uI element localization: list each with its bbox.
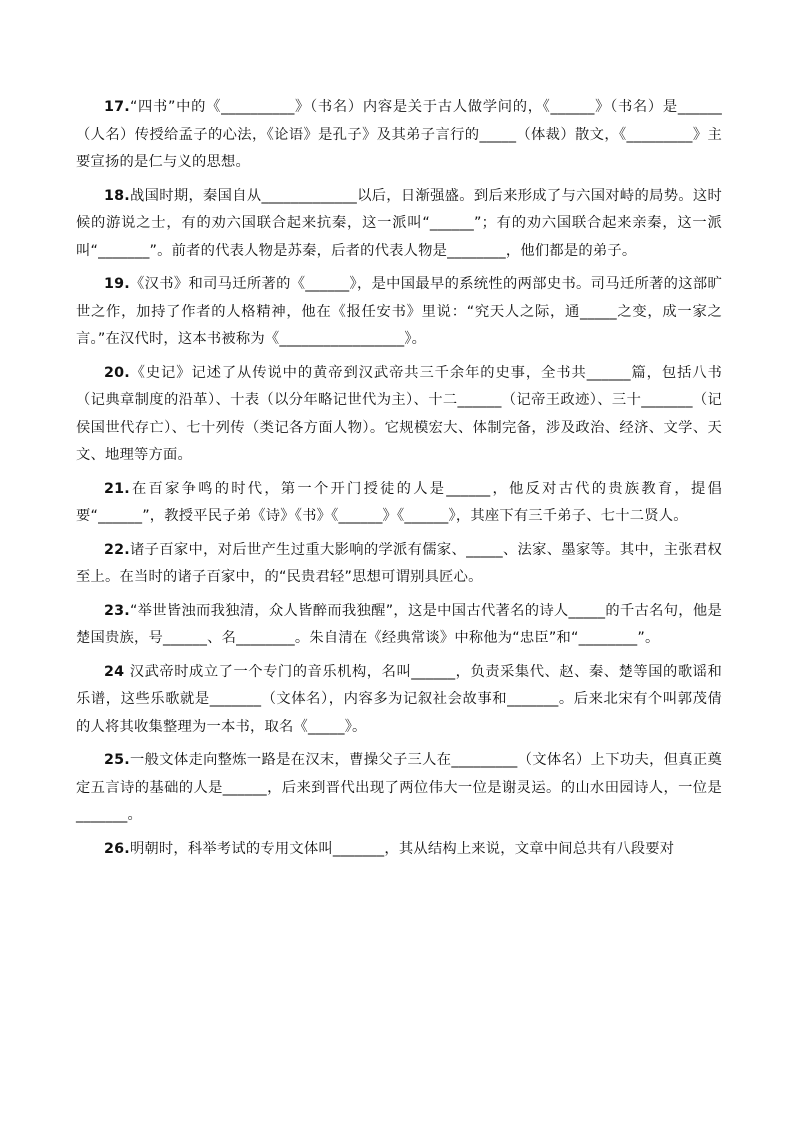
question-25	[76, 747, 722, 830]
question-text: “举世皆浊而我独清，众人皆醉而我独醒”，这是中国古代著名的诗人_____的千古名句，他是楚国贵族，号______、名________。朱自清在《经典常谈》中称他为“忠臣”和“________”。	[76, 602, 722, 646]
question-23	[76, 598, 722, 653]
question-21	[76, 476, 722, 531]
document-page	[76, 94, 722, 869]
question-text: 《史记》记述了从传说中的黄帝到汉武帝共三千余年的史事，全书共______篇，包括八书（记典章制度的沿革）、十表（以分年略记世代为主）、十二______（记帝王政迹）、三十_______（记侯国世代存亡）、七十列传（类记各方面人物）。它规模宏大、体制完备，涉及政治、经济、文学、天文、地理等方面。	[76, 364, 722, 463]
question-text: “四书”中的《__________》（书名）内容是关于古人做学问的，《______》（书名）是______（人名）传授给孟子的心法，《论语》是孔子》及其弟子言行的_____（体裁）散文，《_________》主要宣扬的是仁与义的思想。	[76, 99, 722, 170]
question-17	[76, 94, 722, 177]
question-number: 20.	[104, 364, 130, 381]
question-number: 25.	[104, 752, 130, 768]
question-text: 在百家争鸣的时代，第一个开门授徒的人是______，他反对古代的贵族教育，提倡要“______”，教授平民子弟《诗》《书》《______》《______》，其座下有三千弟子、七十二贤人。	[76, 480, 722, 524]
question-24	[76, 659, 722, 742]
question-18	[76, 183, 722, 266]
question-26	[76, 836, 722, 864]
question-text: 汉武帝时成立了一个专门的音乐机构，名叫______，负责采集代、赵、秦、楚等国的歌谣和乐谱，这些乐歌就是_______（文体名），内容多为记叙社会故事和_______。后来北宋有个叫郭茂倩的人将其收集整理为一本书，取名《_____》。	[76, 663, 722, 735]
question-number: 22.	[104, 541, 130, 558]
question-text: 诸子百家中，对后世产生过重大影响的学派有儒家、_____、法家、墨家等。其中，主张君权至上。在当时的诸子百家中，的“民贵君轻”思想可谓别具匠心。	[76, 541, 722, 585]
question-22	[76, 537, 722, 592]
question-text: 明朝时，科举考试的专用文体叫_______，其从结构上来说，文章中间总共有八段要对	[129, 840, 675, 857]
question-number: 19.	[104, 276, 130, 292]
question-text: 战国时期，秦国自从_____________以后，日渐强盛。到后来形成了与六国对峙的局势。这时候的游说之士，有的劝六国联合起来抗秦，这一派叫“______”；有的劝六国联合起来亲秦，这一派叫“_______”。前者的代表人物是苏秦，后者的代表人物是________，他们都是的弟子。	[76, 187, 722, 259]
question-number: 24	[104, 663, 130, 680]
question-text: 《汉书》和司马迁所著的《______》，是中国最早的系统性的两部史书。司马迁所著的这部旷世之作，加持了作者的人格精神，他在《报任安书》里说：“究天人之际，通_____之变，成一家之言。”在汉代时，这本书被称为《_________________》。	[76, 276, 722, 347]
question-20	[76, 360, 722, 470]
question-number: 18.	[104, 187, 130, 204]
question-number: 26.	[104, 840, 130, 857]
question-number: 23.	[104, 602, 130, 619]
question-text: 一般文体走向整炼一路是在汉末，曹操父子三人在_________（文体名）上下功夫，但真正奠定五言诗的基础的人是______，后来到晋代出现了两位伟大一位是谢灵运。的山水田园诗人，一位是_______。	[76, 752, 722, 823]
question-number: 21.	[104, 480, 130, 497]
question-19	[76, 271, 722, 354]
question-number: 17.	[104, 99, 130, 115]
